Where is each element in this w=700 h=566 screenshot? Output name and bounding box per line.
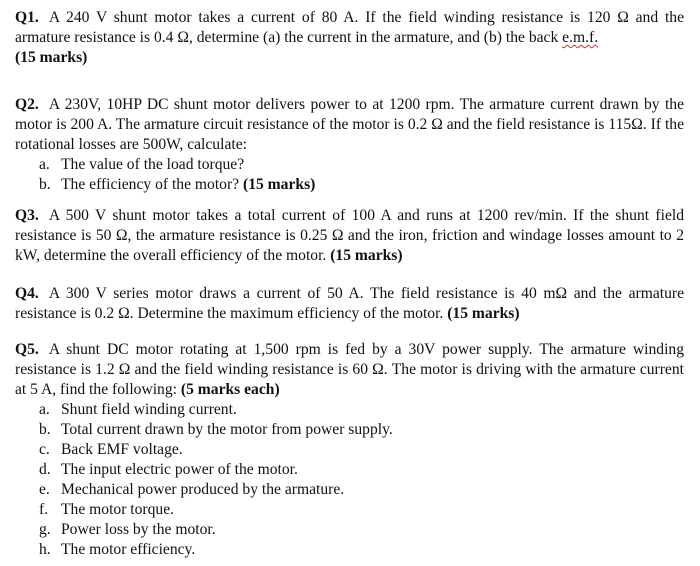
list-item xyxy=(39,155,684,175)
list-item xyxy=(39,500,684,520)
question-5 xyxy=(15,340,684,560)
question-1 xyxy=(15,8,684,68)
item-label: b. xyxy=(39,176,51,193)
marks-label: (5 marks each) xyxy=(180,381,280,398)
item-text: The value of the load torque? xyxy=(61,156,245,173)
item-text: The input electric power of the motor. xyxy=(61,461,298,478)
item-label: a. xyxy=(39,156,50,173)
item-label: a. xyxy=(39,401,50,418)
item-text: Total current drawn by the motor from power supply. xyxy=(61,421,393,438)
item-label: d. xyxy=(39,461,51,478)
item-text: Mechanical power produced by the armature. xyxy=(61,481,345,498)
item-text: The motor torque. xyxy=(61,501,175,518)
question-number: Q4. xyxy=(15,285,39,302)
item-label: c. xyxy=(39,441,50,458)
item-text: Shunt field winding current. xyxy=(61,401,237,418)
list-item xyxy=(39,175,684,195)
question-body: A 300 V series motor draws a current of 50 A. The field resistance is 40 mΩ and the armature resistance is 0.2 Ω. Determine the maximum efficiency of the motor. xyxy=(15,285,684,322)
question-body: A 500 V shunt motor takes a total current of 100 A and runs at 1200 rev/min. If the shunt field resistance is 50 Ω, the armature resistance is 0.25 Ω and the iron, friction and windage losses amount to 2 kW, determine the overall efficiency of the motor. xyxy=(15,207,684,264)
question-4 xyxy=(15,284,684,324)
question-text xyxy=(15,340,684,400)
list-item xyxy=(39,480,684,500)
item-label: h. xyxy=(39,541,51,558)
question-body: A 230V, 10HP DC shunt motor delivers power to at 1200 rpm. The armature current drawn by the motor is 200 A. The armature circuit resistance of the motor is 0.2 Ω and the field resistance is 115Ω. If the rotational losses are 500W, calculate: xyxy=(15,96,684,153)
item-label: e. xyxy=(39,481,50,498)
list-item xyxy=(39,520,684,540)
list-item xyxy=(39,540,684,560)
question-text xyxy=(15,206,684,266)
question-number: Q2. xyxy=(15,96,39,113)
item-label: b. xyxy=(39,421,51,438)
list-item xyxy=(39,420,684,440)
item-text: The motor efficiency. xyxy=(61,541,196,558)
question-text xyxy=(15,284,684,324)
item-text: Back EMF voltage. xyxy=(61,441,183,458)
sub-question-list xyxy=(15,400,684,560)
marks-label: (15 marks) xyxy=(243,176,316,193)
item-text: Power loss by the motor. xyxy=(61,521,216,538)
question-text xyxy=(15,95,684,155)
item-label: f. xyxy=(39,501,49,518)
question-3 xyxy=(15,206,684,266)
question-number: Q1. xyxy=(15,9,39,26)
question-2 xyxy=(15,95,684,195)
marks-label: (15 marks) xyxy=(447,305,520,322)
sub-question-list xyxy=(15,155,684,195)
question-number: Q5. xyxy=(15,341,39,358)
question-body: A shunt DC motor rotating at 1,500 rpm is fed by a 30V power supply. The armature winding resistance is 1.2 Ω and the field winding resistance is 60 Ω. The motor is driving with the armature current at 5 A, find the following: xyxy=(15,341,684,398)
marks-label: (15 marks) xyxy=(15,49,88,66)
question-number: Q3. xyxy=(15,207,39,224)
spellcheck-word: e.m.f. xyxy=(562,29,599,46)
question-text xyxy=(15,8,684,68)
item-label: g. xyxy=(39,521,51,538)
list-item xyxy=(39,440,684,460)
question-body: A 240 V shunt motor takes a current of 80 A. If the field winding resistance is 120 Ω and the armature resistance is 0.4 Ω, determine (a) the current in the armature, and (b) the back xyxy=(15,9,684,46)
marks-label: (15 marks) xyxy=(330,247,403,264)
item-text: The efficiency of the motor? xyxy=(61,176,243,193)
list-item xyxy=(39,400,684,420)
list-item xyxy=(39,460,684,480)
